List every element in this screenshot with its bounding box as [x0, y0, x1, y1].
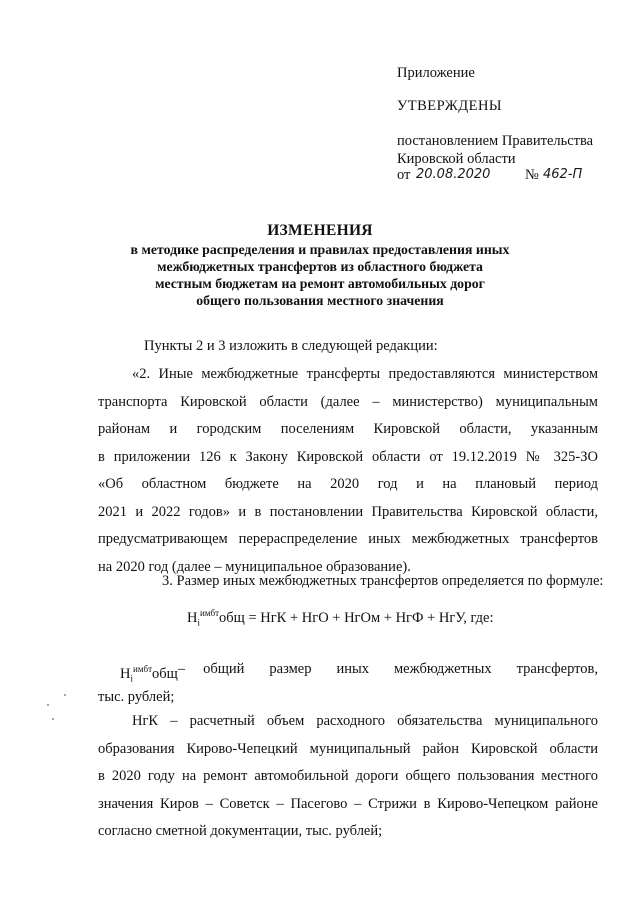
resolution-line: Кировской области: [397, 151, 516, 167]
number-sign: №: [525, 167, 539, 183]
text-line: «2. Иные межбюджетные трансферты предоставляются министерством: [132, 366, 598, 382]
definition-total: [98, 656, 598, 711]
text-line: в 2020 году на ремонт автомобильной дороги общего пользования местного: [98, 768, 598, 784]
text-line: [98, 656, 598, 684]
text-line: в приложении 126 к Закону Кировской области от 19.12.2019 № 325-ЗО: [98, 448, 598, 465]
definition-text: общий размер иных межбюджетных трансфертов,: [203, 661, 598, 677]
scan-speck: [52, 718, 54, 720]
text-line: 3. Размер иных межбюджетных трансфертов определяется по формуле:: [162, 573, 604, 589]
term-sub: i: [130, 673, 133, 684]
definition-ngk: [98, 708, 598, 846]
text-line: Пункты 2 и 3 изложить в следующей редакции:: [144, 338, 438, 354]
intro-paragraph: [144, 333, 594, 361]
resolution-line: постановлением Правительства: [397, 133, 594, 149]
text-line: транспорта Кировской области (далее – министерство) муниципальным: [98, 393, 598, 410]
text-line: образования Кирово-Чепецкий муниципальный район Кировской области: [98, 740, 598, 757]
scan-speck: [64, 694, 66, 696]
text-line: тыс. рублей;: [98, 688, 175, 705]
definition-term: [120, 656, 178, 684]
title-line: межбюджетных трансфертов из областного бюджета: [157, 259, 483, 274]
text-line: районам и городским поселениям Кировской области, указанным: [98, 421, 598, 437]
text-line: НгК – расчетный объем расходного обязательства муниципального: [132, 713, 598, 729]
formula-lhs-sup: имбт: [200, 608, 220, 618]
title-main: ИЗМЕНЕНИЯ: [267, 222, 373, 239]
date-number-line: [397, 167, 607, 187]
text-line: «Об областном бюджете на 2020 год и на плановый период: [98, 476, 598, 492]
formula-rhs: = НгК + НгО + НгОм + НгФ + НгУ, где:: [244, 609, 494, 626]
formula-lhs-tail: общ: [219, 609, 245, 626]
title-line: местным бюджетам на ремонт автомобильных дорог: [155, 276, 485, 291]
formula: [187, 608, 494, 628]
term-sup: имбт: [133, 664, 153, 674]
text-line: предусматривающем перераспределение иных межбюджетных трансфертов: [98, 531, 598, 547]
definition-dash: –: [177, 661, 186, 677]
date-prefix: от: [397, 167, 411, 183]
text-line: 2021 и 2022 годов» и в постановлении Правительства Кировской области,: [98, 503, 598, 520]
document-title: [100, 221, 540, 309]
handwritten-date: 20.08.2020: [416, 167, 491, 182]
scan-speck: [47, 704, 49, 706]
formula-lhs-sub: i: [197, 617, 200, 628]
text-line: на 2020 год (далее – муниципальное образование).: [98, 558, 411, 575]
term-base: Н: [120, 665, 131, 682]
paragraph-3: [162, 568, 602, 596]
text-line: значения Киров – Советск – Пасегово – Стрижи в Кирово-Чепецком районе: [98, 795, 598, 812]
appendix-label: Приложение: [397, 65, 475, 81]
resolution-block: [397, 132, 593, 168]
approved-label: УТВЕРЖДЕНЫ: [397, 98, 503, 114]
title-line: общего пользования местного значения: [196, 293, 444, 308]
handwritten-number: 462-П: [543, 167, 583, 182]
term-tail: общ: [152, 665, 178, 682]
formula-lhs-base: Н: [187, 609, 198, 626]
paragraph-2: [98, 361, 598, 581]
title-line: в методике распределения и правилах предоставления иных: [130, 242, 510, 257]
text-line: согласно сметной документации, тыс. рублей;: [98, 823, 383, 839]
